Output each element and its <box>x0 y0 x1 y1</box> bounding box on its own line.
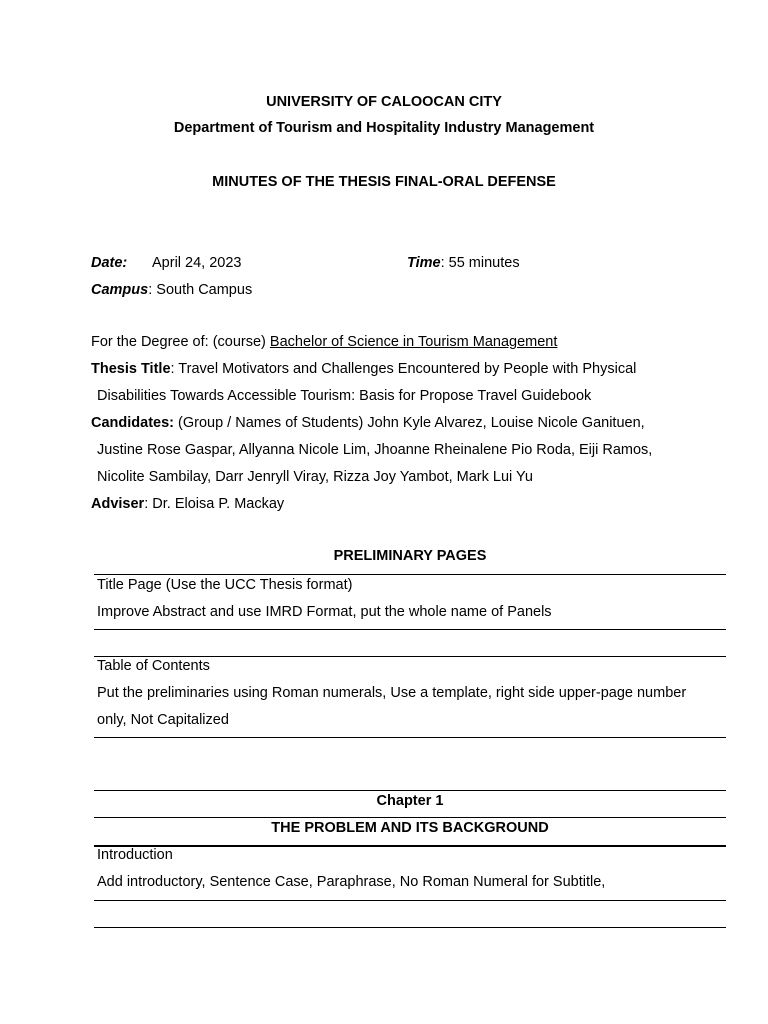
thesis-title-line2: Disabilities Towards Accessible Tourism: Basis for Propose Travel Guidebook <box>97 388 592 404</box>
row-introduction-comment: Add introductory, Sentence Case, Paraphrase, No Roman Numeral for Subtitle, <box>97 874 606 890</box>
row-toc-comment-line1: Put the preliminaries using Roman numerals, Use a template, right side upper-page number <box>97 685 687 701</box>
university-name: UNIVERSITY OF CALOOCAN CITY <box>266 94 502 110</box>
divider <box>94 900 726 901</box>
thesis-title-field <box>91 361 636 377</box>
date-value: April 24, 2023 <box>152 255 242 271</box>
degree-label: For the Degree of: (course) <box>91 334 270 350</box>
chapter-title: THE PROBLEM AND ITS BACKGROUND <box>271 820 549 836</box>
date-label: Date: <box>91 255 128 271</box>
campus-label: Campus <box>91 282 149 298</box>
degree-value: Bachelor of Science in Tourism Management <box>269 334 558 350</box>
adviser-field <box>91 496 284 512</box>
row-introduction: Introduction <box>97 847 173 863</box>
document-title: MINUTES OF THE THESIS FINAL-ORAL DEFENSE <box>212 174 556 190</box>
row-title-page-comment: Improve Abstract and use IMRD Format, put the whole name of Panels <box>97 604 552 620</box>
degree-field <box>91 334 557 350</box>
divider <box>94 817 726 818</box>
candidates-line1: (Group / Names of Students) John Kyle Alvarez, Louise Nicole Ganituen, <box>174 415 645 431</box>
preliminary-heading: PRELIMINARY PAGES <box>333 548 487 564</box>
divider <box>94 574 726 575</box>
divider <box>94 656 726 657</box>
row-title-page: Title Page (Use the UCC Thesis format) <box>97 577 353 593</box>
time-value: : 55 minutes <box>440 255 520 271</box>
thesis-title-line1: : Travel Motivators and Challenges Encountered by People with Physical <box>170 361 637 377</box>
divider <box>94 927 726 928</box>
row-toc-comment-line2: only, Not Capitalized <box>97 712 229 728</box>
divider <box>94 629 726 630</box>
divider <box>94 845 726 847</box>
divider <box>94 737 726 738</box>
campus-field <box>91 282 252 298</box>
candidates-line3: Nicolite Sambilay, Darr Jenryll Viray, Rizza Joy Yambot, Mark Lui Yu <box>97 469 533 485</box>
adviser-value: : Dr. Eloisa P. Mackay <box>144 496 285 512</box>
time-label: Time <box>407 255 441 271</box>
thesis-title-label: Thesis Title <box>91 361 171 377</box>
divider <box>94 790 726 791</box>
time-field <box>407 255 520 271</box>
chapter-label: Chapter 1 <box>376 793 444 809</box>
candidates-field <box>91 415 645 431</box>
adviser-label: Adviser <box>91 496 145 512</box>
candidates-line2: Justine Rose Gaspar, Allyanna Nicole Lim, Jhoanne Rheinalene Pio Roda, Eiji Ramos, <box>97 442 653 458</box>
department-name: Department of Tourism and Hospitality Industry Management <box>173 120 595 136</box>
row-table-of-contents: Table of Contents <box>97 658 210 674</box>
candidates-label: Candidates: <box>91 415 174 431</box>
campus-value: : South Campus <box>148 282 253 298</box>
